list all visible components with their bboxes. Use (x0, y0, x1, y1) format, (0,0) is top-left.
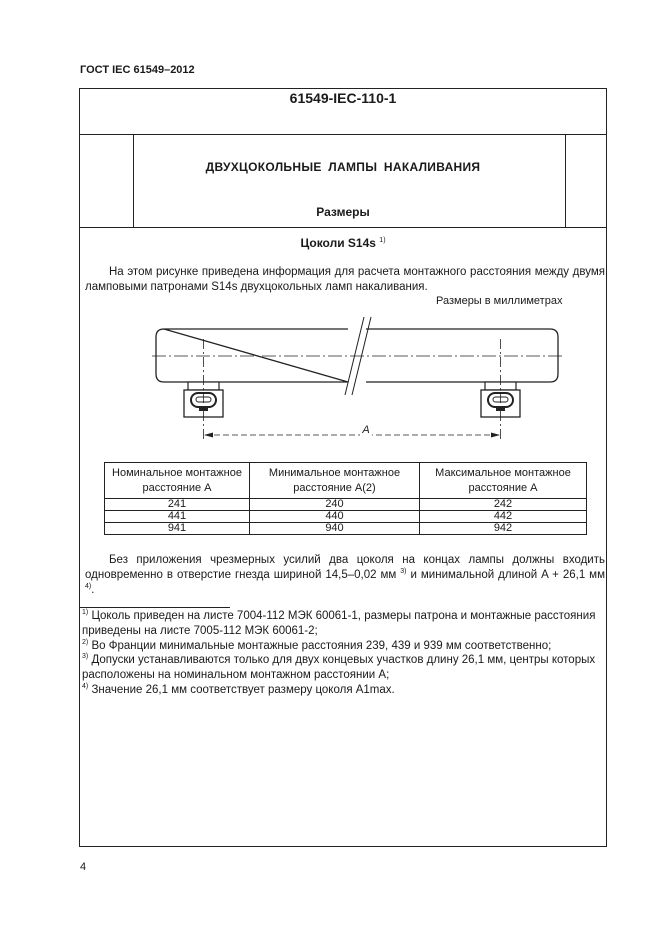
lamp-drawing (150, 311, 570, 451)
footnote-ref: 3) (400, 568, 407, 576)
section-heading (80, 236, 606, 250)
table-header-row (105, 463, 587, 499)
footnote-text: Во Франции минимальные монтажные расстояния 239, 439 и 939 мм соответственно; (91, 640, 552, 652)
table-row (105, 499, 587, 511)
footnote-number: 2) (82, 639, 89, 647)
footnote-number: 4) (82, 683, 89, 691)
footnote-text: Цоколь приведен на листе 7004-112 МЭК 60061-1, размеры патрона и монтажные расстояния приведены на листе 7005-112 МЭК 60061-2; (82, 610, 596, 637)
page-number: 4 (80, 861, 87, 873)
footnote-ref: 1) (379, 237, 386, 244)
dimension-arrow (491, 433, 500, 438)
sheet-number: 61549-IEC-110-1 (289, 90, 397, 106)
footnote-text: Допуски устанавливаются только для двух концевых участков длину 26,1 мм, центры которых расположены на номинальном монтажном расстоянии A; (82, 654, 596, 681)
footnote-separator (80, 607, 230, 608)
document-code: ГОСТ IEC 61549–2012 (80, 64, 195, 76)
table-cell: 242 (420, 499, 587, 511)
footnote (82, 653, 602, 683)
footnote-number: 3) (82, 653, 89, 661)
table-cell: 440 (250, 511, 420, 523)
table-cell: 241 (105, 499, 250, 511)
table-header-cell: Минимальное монтажное расстояние A(2) (250, 463, 420, 499)
sheet-title: ДВУХЦОКОЛЬНЫЕ ЛАМПЫ НАКАЛИВАНИЯ (205, 160, 481, 174)
body-text: Без приложения чрезмерных усилий два цоколя на концах лампы должны входить одновременно в отверстие гнезда шириной 14,5–0,02 мм (85, 554, 605, 581)
body-text: и минимальной длиной A + 26,1 мм (410, 569, 605, 581)
table-row (105, 511, 587, 523)
body-paragraph (85, 553, 605, 598)
table-row (105, 523, 587, 535)
body-text: . (91, 584, 95, 596)
footnote-text: Значение 26,1 мм соответствует размеру цоколя A1max. (91, 684, 395, 696)
table-cell: 240 (250, 499, 420, 511)
units-note: Размеры в миллиметрах (436, 295, 563, 307)
divider-line (80, 227, 606, 228)
footnote-number: 1) (82, 609, 89, 617)
dimension-label: A (362, 424, 370, 436)
footnote (82, 683, 602, 698)
table-cell: 940 (250, 523, 420, 535)
table-header-cell: Максимальное монтажное расстояние A (420, 463, 587, 499)
table-header-cell: Номинальное монтажное расстояние A (105, 463, 250, 499)
dimensions-table (104, 462, 587, 535)
table-cell: 941 (105, 523, 250, 535)
footnote (82, 639, 602, 654)
footnote-ref: 4) (85, 583, 92, 591)
divider-line (80, 134, 606, 135)
intro-paragraph: На этом рисунке приведена информация для расчета монтажного расстояния между двумя ламповыми патронами S14s двухцокольных ламп накаливания. (85, 266, 605, 293)
dimension-arrow (204, 433, 213, 438)
table-cell: 441 (105, 511, 250, 523)
sheet-frame (79, 88, 607, 847)
section-heading-text: Цоколи S14s (300, 236, 376, 250)
table-cell: 442 (420, 511, 587, 523)
footnote (82, 609, 602, 639)
sheet-subtitle: Размеры (316, 205, 370, 219)
table-cell: 942 (420, 523, 587, 535)
